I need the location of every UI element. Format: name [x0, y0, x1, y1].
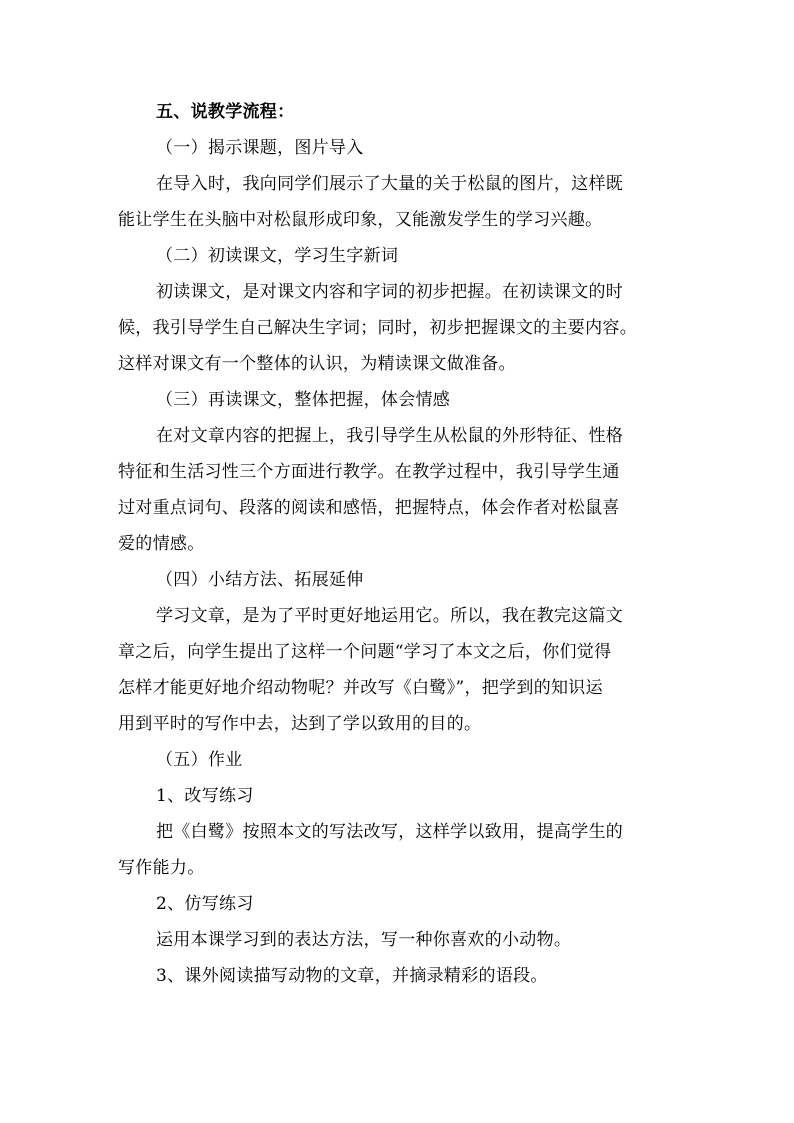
- section3-paragraph-line: 特征和生活习性三个方面进行教学。在教学过程中，我引导学生通: [118, 462, 620, 482]
- document-page: [118, 94, 698, 994]
- homework-item2-line: 运用本课学习到的表达方法，写一种你喜欢的小动物。: [156, 930, 572, 950]
- section3-paragraph-line: 在对文章内容的把握上，我引导学生从松鼠的外形特征、性格: [156, 426, 624, 446]
- section4-paragraph-line: 怎样才能更好地介绍动物呢？并改写《白鹭》”，把学到的知识运: [118, 678, 603, 698]
- section4-title: （四）小结方法、拓展延伸: [156, 570, 364, 590]
- section4-paragraph-line: 章之后，向学生提出了这样一个问题“学习了本文之后，你们觉得: [118, 642, 612, 662]
- section-heading: 五、说教学流程：: [156, 102, 295, 122]
- section3-paragraph-line: 过对重点词句、段落的阅读和感悟，把握特点，体会作者对松鼠喜: [118, 498, 620, 518]
- section4-paragraph-line: 用到平时的写作中去，达到了学以致用的目的。: [118, 714, 482, 734]
- section2-paragraph-line: 这样对课文有一个整体的认识，为精读课文做准备。: [118, 354, 516, 374]
- homework-item2-title: 2、仿写练习: [156, 894, 254, 914]
- section4-paragraph-line: 学习文章，是为了平时更好地运用它。所以，我在教完这篇文: [156, 606, 624, 626]
- section2-paragraph-line: 初读课文，是对课文内容和字词的初步把握。在初读课文的时: [156, 282, 624, 302]
- section2-paragraph-line: 候，我引导学生自己解决生字词；同时，初步把握课文的主要内容。: [118, 318, 637, 338]
- homework-item1-line: 写作能力。: [118, 858, 205, 878]
- section2-title: （二）初读课文，学习生字新词: [156, 246, 399, 266]
- section1-title: （一）揭示课题，图片导入: [156, 138, 364, 158]
- section3-title: （三）再读课文，整体把握，体会情感: [156, 390, 451, 410]
- section1-paragraph-line: 在导入时，我向同学们展示了大量的关于松鼠的图片，这样既: [156, 174, 624, 194]
- homework-item1-title: 1、改写练习: [156, 786, 254, 806]
- homework-item3-title: 3、课外阅读描写动物的文章，并摘录精彩的语段。: [156, 966, 548, 986]
- section5-title: （五）作业: [156, 750, 243, 770]
- section3-paragraph-line: 爱的情感。: [118, 534, 205, 554]
- homework-item1-line: 把《白鹭》按照本文的写法改写，这样学以致用，提高学生的: [156, 822, 624, 842]
- section1-paragraph-line: 能让学生在头脑中对松鼠形成印象，又能激发学生的学习兴趣。: [118, 210, 603, 230]
